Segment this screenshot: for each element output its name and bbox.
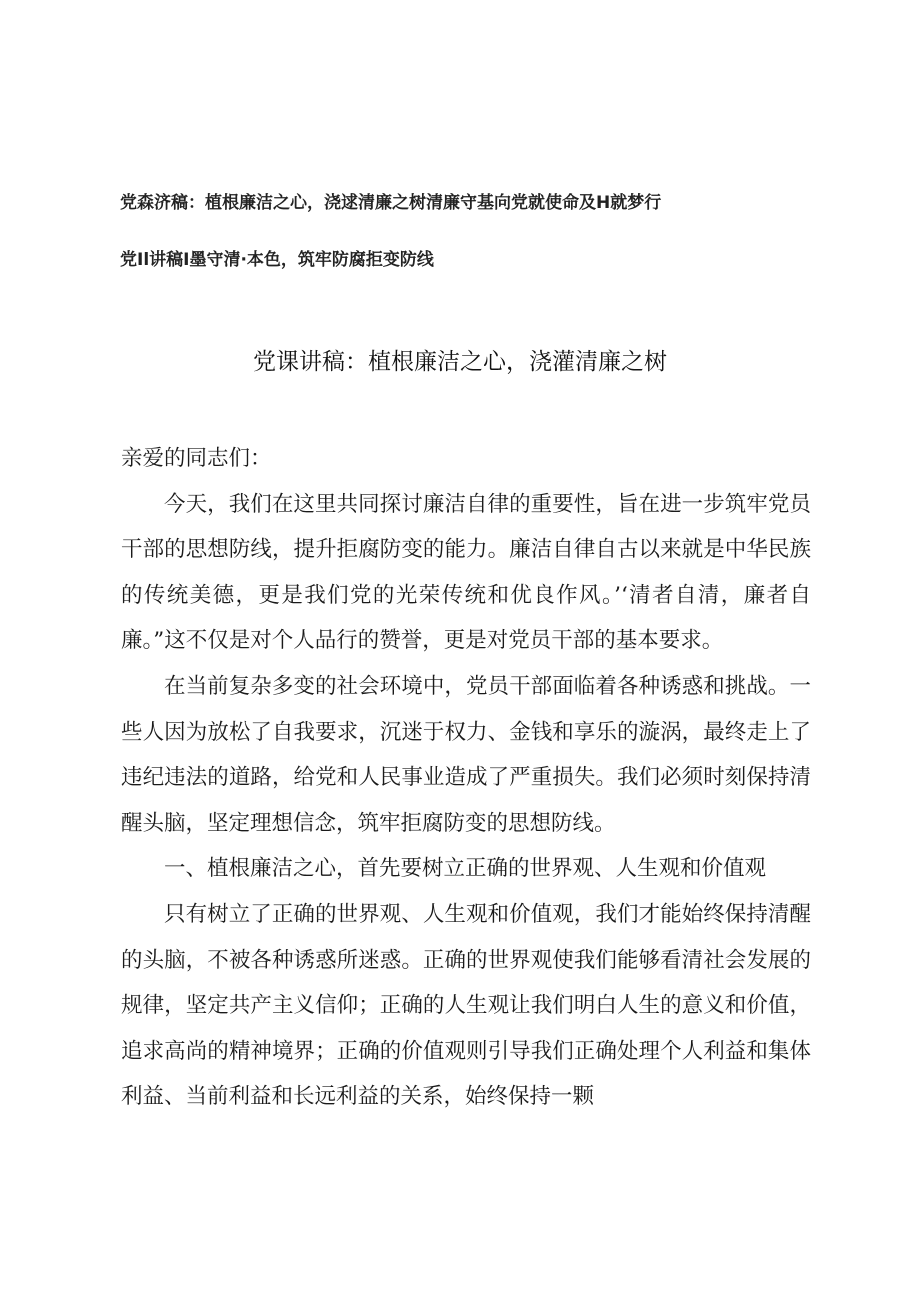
section-heading-1: 一、植根廉洁之心，首先要树立正确的世界观、人生观和价值观 (164, 856, 767, 882)
document-body (121, 436, 811, 1120)
paragraph-2: 在当前复杂多变的社会环境中，党员干部面临着各种诱惑和挑战。一些人因为放松了自我要求，沉迷于权力、金钱和享乐的漩涡，最终走上了违纪违法的道路，给党和人民事业造成了严重损失。我们必须时刻保持清醒头脑，坚定理想信念，筑牢拒腐防变的思想防线。 (121, 673, 811, 836)
salutation: 亲爱的同志们： (121, 446, 272, 471)
header-line-2: 党Il讲稿I墨守清·本色，筑牢防腐拒变防线 (120, 250, 434, 270)
paragraph-3: 只有树立了正确的世界观、人生观和价值观，我们才能始终保持清醒的头脑，不被各种诱惑所迷惑。正确的世界观使我们能够看清社会发展的规律，坚定共产主义信仰；正确的人生观让我们明白人生的意义和价值，追求高尚的精神境界；正确的价值观则引导我们正确处理个人利益和集体利益、当前利益和长远利益的关系，始终保持一颗 (121, 901, 811, 1110)
paragraph-1: 今天，我们在这里共同探讨廉洁自律的重要性，旨在进一步筑牢党员干部的思想防线，提升拒腐防变的能力。廉洁自律自古以来就是中华民族的传统美德，更是我们党的光荣传统和优良作风。’‘清者自清，廉者自廉。”这不仅是对个人品行的赞誉，更是对党员干部的基本要求。 (121, 491, 811, 654)
header-line-1: 党森济稿：植根廉洁之心，浇逑清廉之树清廉守基向党就使命及H就梦行 (120, 193, 662, 213)
document-title: 党课讲稿：植根廉洁之心，浇灌清廉之树 (253, 349, 667, 375)
